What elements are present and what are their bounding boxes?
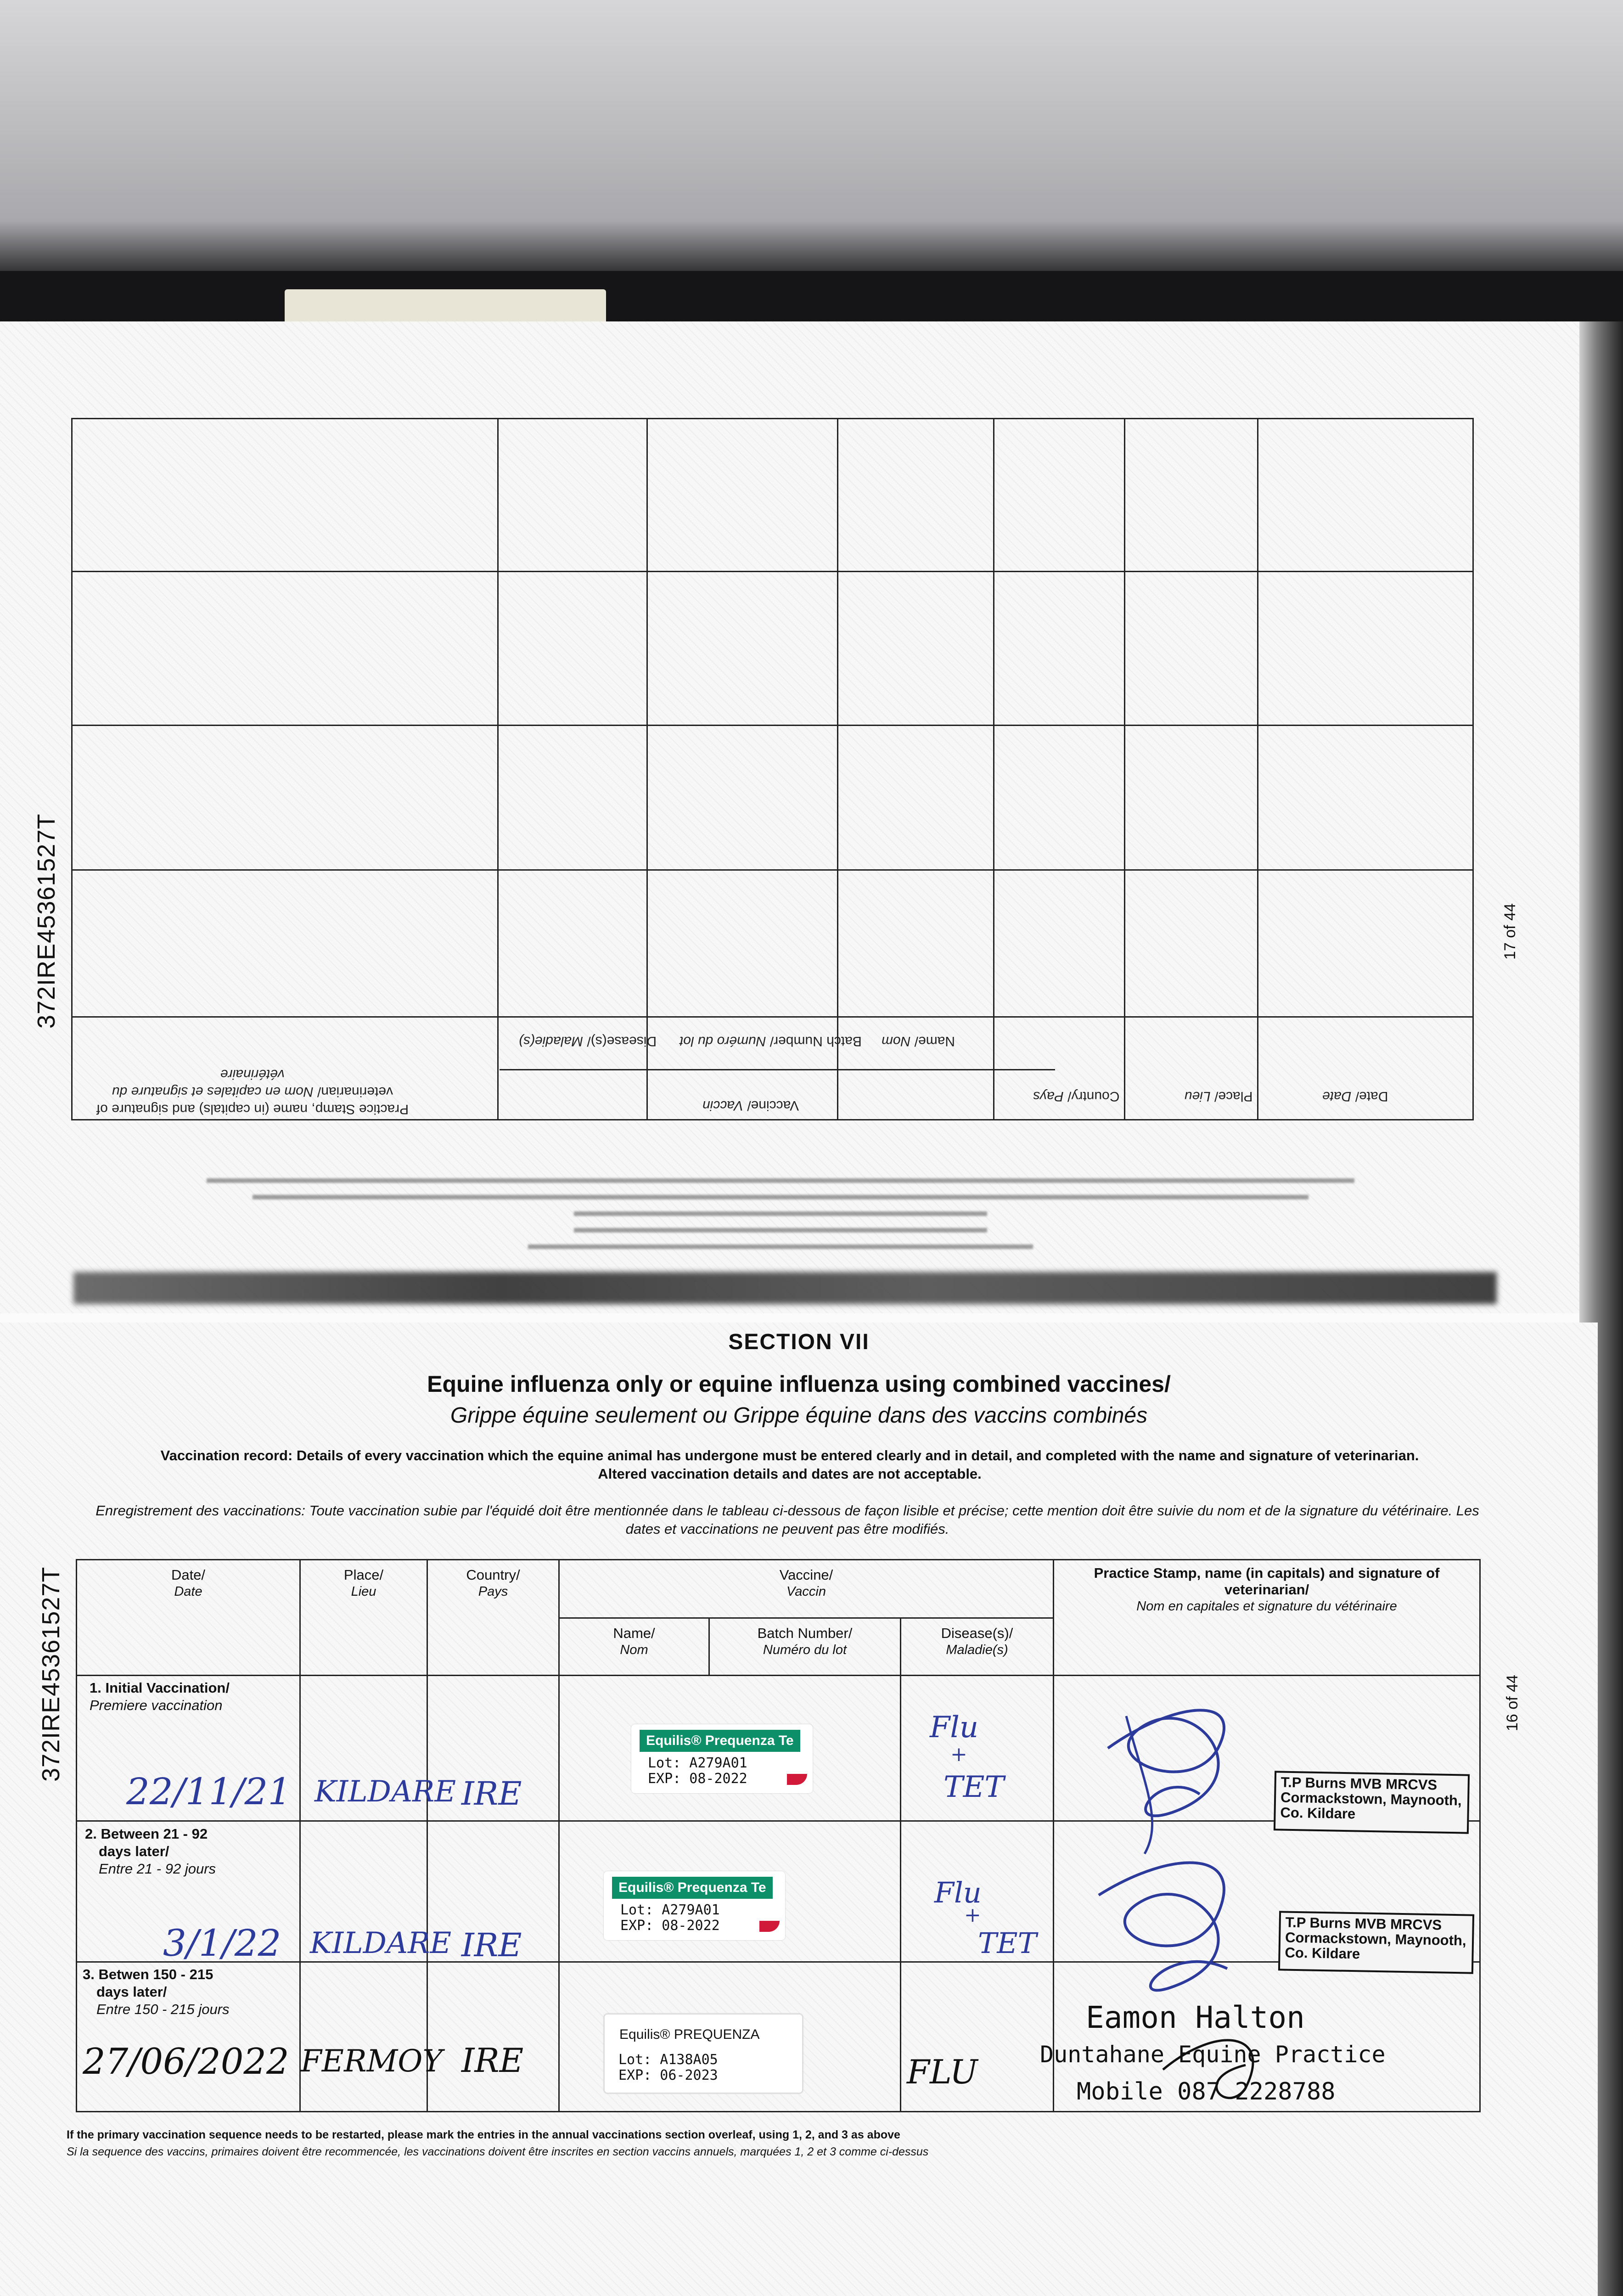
row3-country: IRE <box>461 2041 524 2080</box>
row2-date: 3/1/22 <box>163 1922 281 1964</box>
vet-signature <box>1053 1675 1481 2112</box>
row3-vaccine-sticker <box>604 2014 803 2093</box>
row2-place: KILDARE <box>310 1926 452 1960</box>
table-col-line <box>993 419 994 1119</box>
upper-header-stamp: Practice Stamp, name (in capitals) and signature of veterinarian/ Nom en capitales et signature du vétérinaire <box>96 1067 409 1117</box>
upper-header-vaccine: Vaccine/ Vaccin <box>702 1098 799 1113</box>
row2-vet-stamp: T.P Burns MVB MRCVS Cormackstown, Maynooth, Co. Kildare <box>1278 1911 1474 1974</box>
record-instructions: Vaccination record: Details of every vaccination which the equine animal has undergone must be entered clearly and in detail, and completed with the name and signature of veterinarian. Altered vaccination details and dates are not acceptable. <box>160 1447 1419 1482</box>
page-title: Equine influenza only or equine influenza using combined vaccines/ <box>427 1371 1171 1397</box>
table-col-line <box>497 419 499 1119</box>
table-col-line <box>837 419 838 1119</box>
header-vaccine-name: Name/ Nom <box>558 1617 710 1676</box>
table-row-line <box>73 869 1472 871</box>
table-row-line <box>73 725 1472 726</box>
upper-header-batch: Batch Number/ Numéro du lot <box>680 1034 862 1049</box>
page-tab <box>285 289 606 326</box>
upper-header-date: Date/ Date <box>1322 1089 1388 1104</box>
upper-vaccination-table <box>71 418 1474 1120</box>
row2-disease-2: + <box>964 1903 981 1927</box>
upper-header-name: Name/ Nom <box>882 1034 955 1049</box>
scanner-background <box>0 0 1623 276</box>
header-practice-stamp: Practice Stamp, name (in capitals) and signature of veterinarian/ Nom en capitales et signature du vétérinaire <box>1053 1559 1481 1676</box>
row2-label: 2. Between 21 - 92 days later/ Entre 21 - 92 jours <box>85 1826 216 1877</box>
table-row-line <box>73 571 1472 572</box>
row1-country: IRE <box>461 1775 522 1812</box>
header-batch-number: Batch Number/ Numéro du lot <box>708 1617 901 1676</box>
row2-disease-3: TET <box>978 1926 1037 1960</box>
row1-vaccine-name: Equilis® Prequenza Te <box>640 1730 800 1752</box>
document-id-upper: 372IRE45361527T <box>33 813 60 1029</box>
footnote: If the primary vaccination sequence needs to be restarted, please mark the entries in the annual vaccinations section overleaf, using 1, 2, and 3 as above <box>67 2128 900 2141</box>
table-col-line <box>1257 419 1258 1119</box>
record-instructions-french: Enregistrement des vaccinations: Toute vaccination subie par l'équidé doit être mentionnée dans le tableau ci-dessous de façon lisible et précise; cette mention doit être suivie du nom et de la signature du vétérinaire. Les dates et vaccinations ne peuvent pas être modifiés. <box>95 1503 1479 1537</box>
row3-place: FERMOY <box>301 2043 443 2079</box>
row2-vaccine-sticker <box>604 1871 785 1940</box>
row2-disease-1: Flu <box>934 1876 982 1909</box>
header-place: Place/ Lieu <box>299 1559 428 1676</box>
row1-batch-number: Lot: A279A01 EXP: 08-2022 <box>648 1755 747 1787</box>
page-fold-shadow <box>73 1272 1497 1304</box>
row3-practice-line: Duntahane Equine Practice <box>1040 2041 1386 2068</box>
mirrored-text-bleed <box>184 1166 1377 1261</box>
row1-vaccine-sticker <box>631 1724 813 1793</box>
row3-batch-number: Lot: A138A05 EXP: 06-2023 <box>618 2052 718 2083</box>
row1-vet-stamp: T.P Burns MVB MRCVS Cormackstown, Maynooth, Co. Kildare <box>1274 1771 1470 1834</box>
row1-label: 1. Initial Vaccination/ Premiere vaccination <box>90 1680 230 1713</box>
footnote-french: Si la sequence des vaccins, primaires doivent être recommencée, les vaccinations doivent être inscrites en section vaccins annuels, marquées 1, 2 et 3 comme ci-dessus <box>67 2145 929 2158</box>
row3-country-cell <box>427 1961 560 2112</box>
section-title: SECTION VII <box>728 1330 870 1354</box>
document-id-lower: 372IRE45361527T <box>37 1566 65 1782</box>
header-diseases: Disease(s)/ Maladie(s) <box>900 1617 1054 1676</box>
page-number-upper: 17 of 44 <box>1501 903 1519 960</box>
page-title-french: Grippe équine seulement ou Grippe équine dans des vaccins combinés <box>450 1403 1148 1428</box>
row2-vaccine-name: Equilis® Prequenza Te <box>612 1877 773 1899</box>
row1-disease-2: + <box>950 1743 967 1766</box>
vaccination-table <box>76 1559 1481 2112</box>
upper-header-disease: Disease(s)/ Maladie(s) <box>519 1034 657 1049</box>
upper-header-country: Country/ Pays <box>1033 1089 1120 1104</box>
row1-disease-3: TET <box>943 1770 1005 1804</box>
table-row-line <box>500 1069 1055 1070</box>
row1-place: KILDARE <box>314 1775 456 1809</box>
row2-country: IRE <box>461 1926 522 1964</box>
header-country: Country/ Pays <box>427 1559 560 1676</box>
row3-vaccine-name: Equilis® PREQUENZA <box>619 2027 760 2042</box>
row3-date: 27/06/2022 <box>83 2041 289 2082</box>
page-number-lower: 16 of 44 <box>1504 1675 1521 1731</box>
row2-batch-number: Lot: A279A01 EXP: 08-2022 <box>620 1902 720 1934</box>
sticker-mark <box>787 1774 807 1785</box>
header-vaccine: Vaccine/ Vaccin <box>558 1559 1054 1619</box>
sticker-mark <box>759 1921 780 1932</box>
table-col-line <box>646 419 648 1119</box>
row3-disease: FLU <box>907 2053 978 2091</box>
header-date: Date/ Date <box>76 1559 301 1676</box>
row1-date: 22/11/21 <box>126 1770 292 1813</box>
row3-label: 3. Betwen 150 - 215 days later/ Entre 150 - 215 jours <box>83 1966 230 2017</box>
row3-practice-name: Eamon Halton <box>1086 2000 1305 2035</box>
binder-edge <box>0 271 1623 321</box>
upper-header-place: Place/ Lieu <box>1185 1089 1253 1104</box>
row1-disease-1: Flu <box>930 1711 979 1745</box>
table-row-line <box>73 1016 1472 1018</box>
row3-practice-mobile: Mobile 087 2228788 <box>1077 2078 1336 2105</box>
row3-place-cell <box>299 1961 428 2112</box>
table-col-line <box>1124 419 1125 1119</box>
